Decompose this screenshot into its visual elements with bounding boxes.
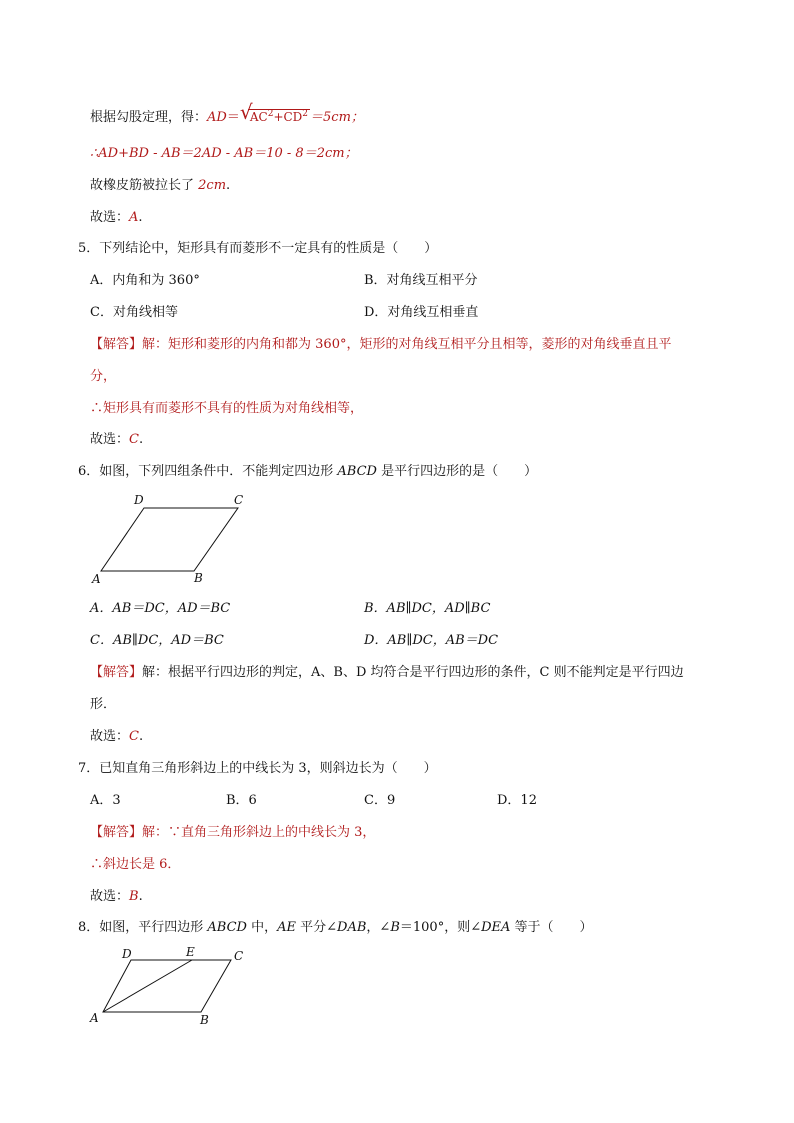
q7-option-d: D．12: [497, 793, 537, 808]
vertex-label-b: B: [194, 571, 203, 585]
q7-option-b: B．6: [226, 793, 257, 808]
point-label-e: E: [186, 945, 195, 959]
answer-tag: 【解答】: [90, 665, 143, 680]
prev-answer: [90, 209, 143, 227]
solution-text: 解：矩形和菱形的内角和都为 360°，矩形的对角线互相平分且相等，菱形的对角线垂直且平: [142, 337, 672, 352]
answer-prefix: 故选：: [90, 432, 130, 447]
parallelogram-shape: [103, 960, 231, 1012]
q5-solution-line-3: ∴矩形具有而菱形不具有的性质为对角线相等，: [90, 401, 364, 416]
q6-parallelogram-figure: [86, 490, 256, 590]
q5-option-b: B．对角线互相平分: [364, 273, 478, 288]
answer-tag: 【解答】: [90, 825, 143, 840]
q5-option-a: A．内角和为 360°: [90, 273, 200, 288]
math-eq: ＝: [226, 110, 240, 125]
q7-option-a: A．3: [90, 793, 121, 808]
prev-solution-line-3: [90, 177, 230, 195]
q6-option-a: A．AB＝DC，AD＝BC: [90, 601, 231, 616]
radicand: $AC^2+CD^2$: [249, 109, 309, 124]
solution-text: 解：根据平行四边形的判定，A、B、D 均符合是平行四边形的条件，C 则不能判定是平行四边: [142, 665, 684, 680]
q5-solution-line-2: 分，: [90, 369, 117, 384]
q6-solution-line-1: [90, 664, 684, 682]
q6-stem: 6．如图，下列四组条件中．不能判定四边形 ABCD 是平行四边形的是（ ）: [78, 464, 538, 479]
q5-answer: [90, 431, 143, 449]
math-result: ＝5cm；: [310, 110, 364, 125]
text: .: [138, 729, 144, 744]
q8-stem: 8．如图，平行四边形 ABCD 中，AE 平分∠DAB，∠B＝100°，则∠DEA 等于（ ）: [78, 920, 593, 935]
vertex-label-a: A: [90, 1011, 99, 1025]
q5-solution-line-1: [90, 336, 671, 354]
solution-text: 解：∵直角三角形斜边上的中线长为 3，: [142, 825, 376, 840]
text: 根据勾股定理，得：: [90, 110, 208, 125]
answer-prefix: 故选：: [90, 729, 130, 744]
math-ad: AD: [207, 110, 227, 125]
vertex-label-d: D: [134, 493, 144, 507]
q8-parallelogram-figure: [86, 942, 256, 1032]
q6-solution-line-2: 形．: [90, 697, 117, 712]
answer-letter: A: [129, 210, 139, 225]
q7-option-c: C．9: [364, 793, 396, 808]
text: .: [138, 210, 143, 225]
text: .: [138, 889, 143, 904]
vertex-label-d: D: [122, 947, 132, 961]
math-value: 2cm: [198, 178, 227, 193]
vertex-label-a: A: [92, 572, 101, 586]
vertex-label-b: B: [200, 1013, 209, 1027]
sqrt-icon: √: [239, 100, 253, 124]
q6-option-c: C．AB∥DC，AD＝BC: [90, 633, 224, 648]
answer-letter: C: [129, 432, 139, 447]
q7-solution-line-2: ∴斜边长是 6．: [90, 857, 181, 872]
answer-prefix: 故选：: [90, 889, 130, 904]
answer-letter: C: [129, 729, 139, 744]
q7-stem: 7．已知直角三角形斜边上的中线长为 3，则斜边长为（ ）: [78, 761, 437, 776]
text: 故橡皮筋被拉长了: [90, 178, 199, 193]
q6-answer: [90, 728, 143, 746]
prev-solution-line-1: [90, 100, 364, 127]
answer-letter: B: [129, 889, 139, 904]
answer-prefix: 故选：: [90, 210, 130, 225]
q5-option-d: D．对角线互相垂直: [364, 305, 479, 320]
vertex-label-c: C: [234, 949, 244, 963]
q7-answer: [90, 888, 143, 906]
sqrt-expression: [239, 100, 310, 127]
q6-option-b: B．AB∥DC，AD∥BC: [364, 601, 491, 616]
parallelogram-shape: [101, 508, 238, 571]
q5-option-c: C．对角线相等: [90, 305, 178, 320]
prev-solution-line-2: ∴AD+BD - AB＝2AD - AB＝10 - 8＝2cm；: [90, 146, 358, 161]
text: .: [138, 432, 144, 447]
q6-option-d: D．AB∥DC，AB＝DC: [364, 633, 499, 648]
vertex-label-c: C: [234, 493, 244, 507]
answer-tag: 【解答】: [90, 337, 143, 352]
text: .: [226, 178, 231, 193]
q5-stem: 5．下列结论中，矩形具有而菱形不一定具有的性质是（ ）: [78, 241, 438, 256]
bisector-ae: [103, 960, 192, 1012]
q7-solution-line-1: [90, 824, 375, 842]
